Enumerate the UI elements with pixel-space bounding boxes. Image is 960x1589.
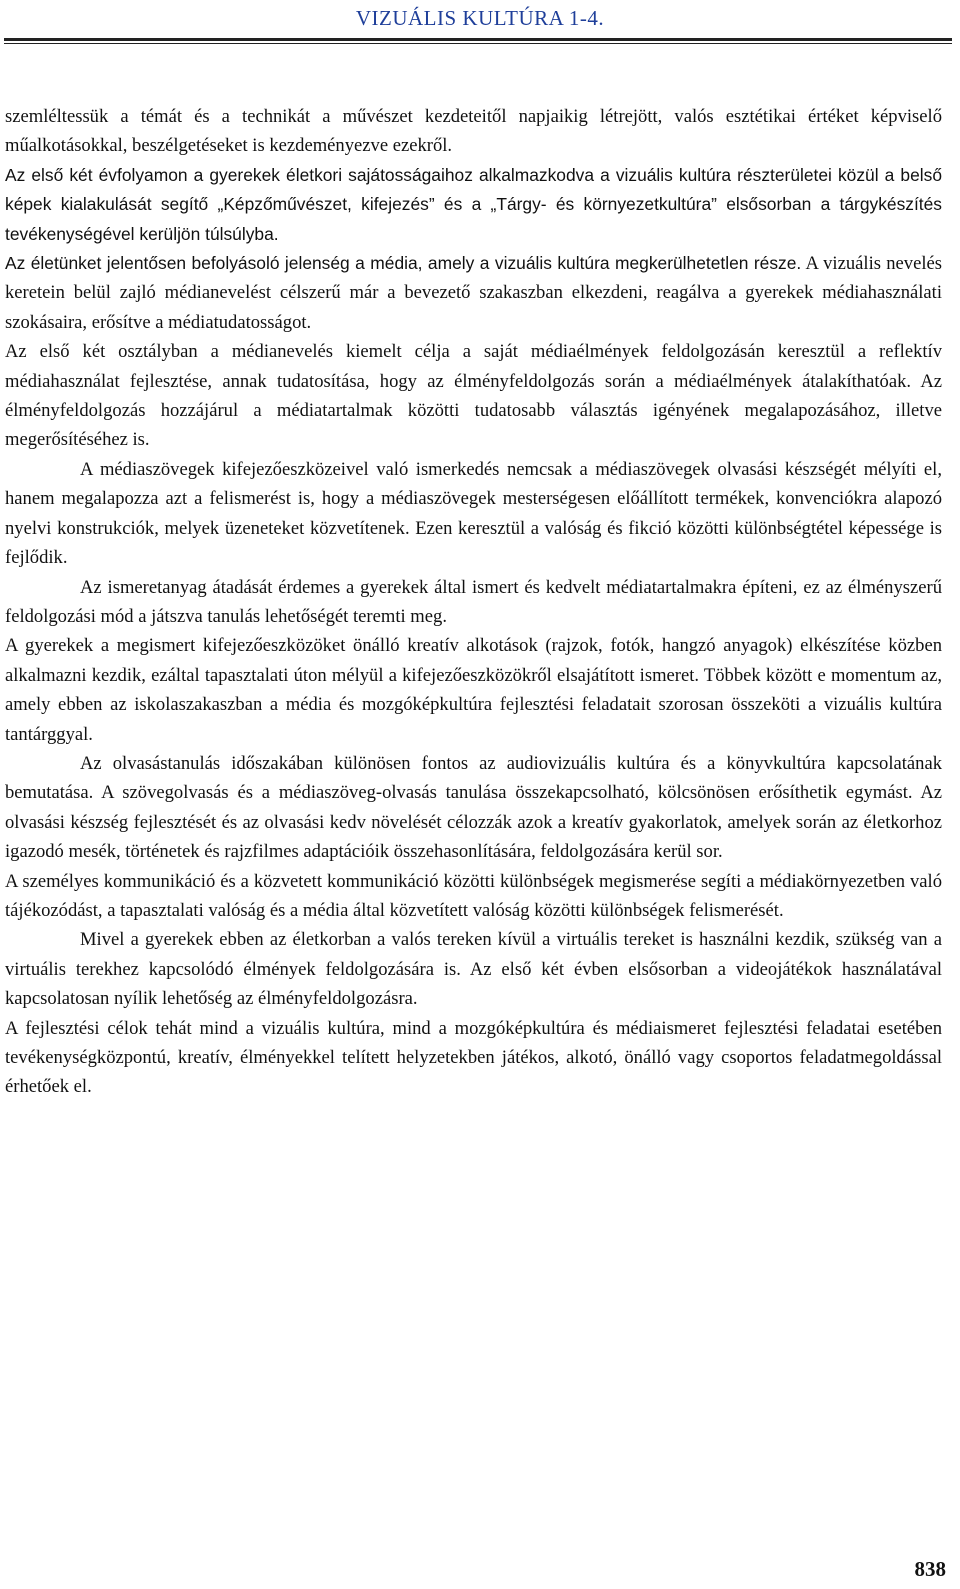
paragraph: A személyes kommunikáció és a közvetett kommunikáció közötti különbségek megismerése segíti a médiakörnyezetben való tájékozódást, a tapasztalati valóság és a média által közvetített valóság közötti különbségek felismerését. <box>5 870 942 921</box>
paragraph <box>5 249 942 337</box>
paragraph: A médiaszövegek kifejezőeszközeivel való ismerkedés nemcsak a médiaszövegek olvasási készségét mélyíti el, hanem megalapozza azt a felismerést is, hogy a médiaszövegek mesterségesen előállított termékek, konvenciókra alapozó nyelvi konstrukciók, melyek üzeneteket közvetítenek. Ezen keresztül a valóság és fikció közötti különbségtétel képessége is fejlődik. <box>5 458 942 569</box>
page-number: 838 <box>914 1557 946 1581</box>
paragraph-rest: A vizuális nevelés keretein belül zajló médianevelést célszerű már a bevezető szakaszban elkezdeni, reagálva a gyerekek médiahasználati szokásaira, erősítve a médiatudatosságot. <box>5 253 942 333</box>
paragraph: Az első két évfolyamon a gyerekek életkori sajátosságaihoz alkalmazkodva a vizuális kultúra részterületei közül a belső képek kialakulását segítő „Képzőművészet, kifejezés” és a „Tárgy- és környezetkultúra” elsősorban a tárgykészítés tevékenységével kerüljön túlsúlyba. <box>5 164 942 244</box>
paragraph: szemléltessük a témát és a technikát a művészet kezdeteitől napjaikig létrejött, valós esztétikai értéket képviselő műalkotásokkal, beszélgetéseket is kezdeményezve ezekről. <box>5 106 942 157</box>
paragraph: Az ismeretanyag átadását érdemes a gyerekek által ismert és kedvelt médiatartalmakra építeni, ez az élményszerű feldolgozási mód a játszva tanulás lehetőségét teremti meg. <box>5 576 942 627</box>
paragraph: A fejlesztési célok tehát mind a vizuális kultúra, mind a mozgóképkultúra és médiaismeret fejlesztési feladatai esetében tevékenységközpontú, kreatív, élményekkel telített helyzetekben játékos, alkotó, önálló vagy csoportos feladatmegoldással érhetőek el. <box>5 1017 942 1098</box>
paragraph: Az első két osztályban a médianevelés kiemelt célja a saját médiaélmények feldolgozásán keresztül a reflektív médiahasználat fejlesztése, annak tudatosítása, hogy az élményfeldolgozás során a médiaélmények átalakíthatóak. Az élményfeldolgozás hozzájárul a médiatartalmak közötti tudatosabb választás igényének megalapozásához, illetve megerősítéséhez is. <box>5 341 942 451</box>
header-rule-thick <box>4 38 952 41</box>
paragraph-lead: Az életünket jelentősen befolyásoló jelenség a média, amely a vizuális kultúra megkerülhetetlen része. <box>5 253 802 274</box>
paragraph: Mivel a gyerekek ebben az életkorban a valós tereken kívül a virtuális tereket is használni kezdik, szükség van a virtuális terekhez kapcsolódó élmények feldolgozására is. Az első két évben elsősorban a videojátékok használatával kapcsolatosan nyílik lehetőség az élményfeldolgozásra. <box>5 929 942 1010</box>
body-text <box>5 102 942 1102</box>
running-header: VIZUÁLIS KULTÚRA 1-4. <box>355 6 605 30</box>
paragraph: A gyerekek a megismert kifejezőeszközöket önálló kreatív alkotások (rajzok, fotók, hangzó anyagok) elkészítése közben alkalmazni kezdik, ezáltal tapasztalati úton mélyül a kifejezőeszközökről elsajátított ismeret. Többek között e momentum az, amely ebben az iskolaszakaszban a média és mozgóképkultúra fejlesztési feladatait szorosan összeköti a vizuális kultúra tantárggyal. <box>5 635 942 745</box>
paragraph: Az olvasástanulás időszakában különösen fontos az audiovizuális kultúra és a könyvkultúra kapcsolatának bemutatása. A szövegolvasás és a médiaszöveg-olvasás tanulása összekapcsolható, kölcsönösen erősíthetik egymást. Az olvasási készség fejlesztését és az olvasási kedv növelését célozzák azok a kreatív gyakorlatok, amelyek során az életkorhoz igazodó mesék, történetek és rajzfilmes adaptációik összehasonlítására, feldolgozására kerül sor. <box>5 752 942 863</box>
header-rule-thin <box>4 43 952 44</box>
